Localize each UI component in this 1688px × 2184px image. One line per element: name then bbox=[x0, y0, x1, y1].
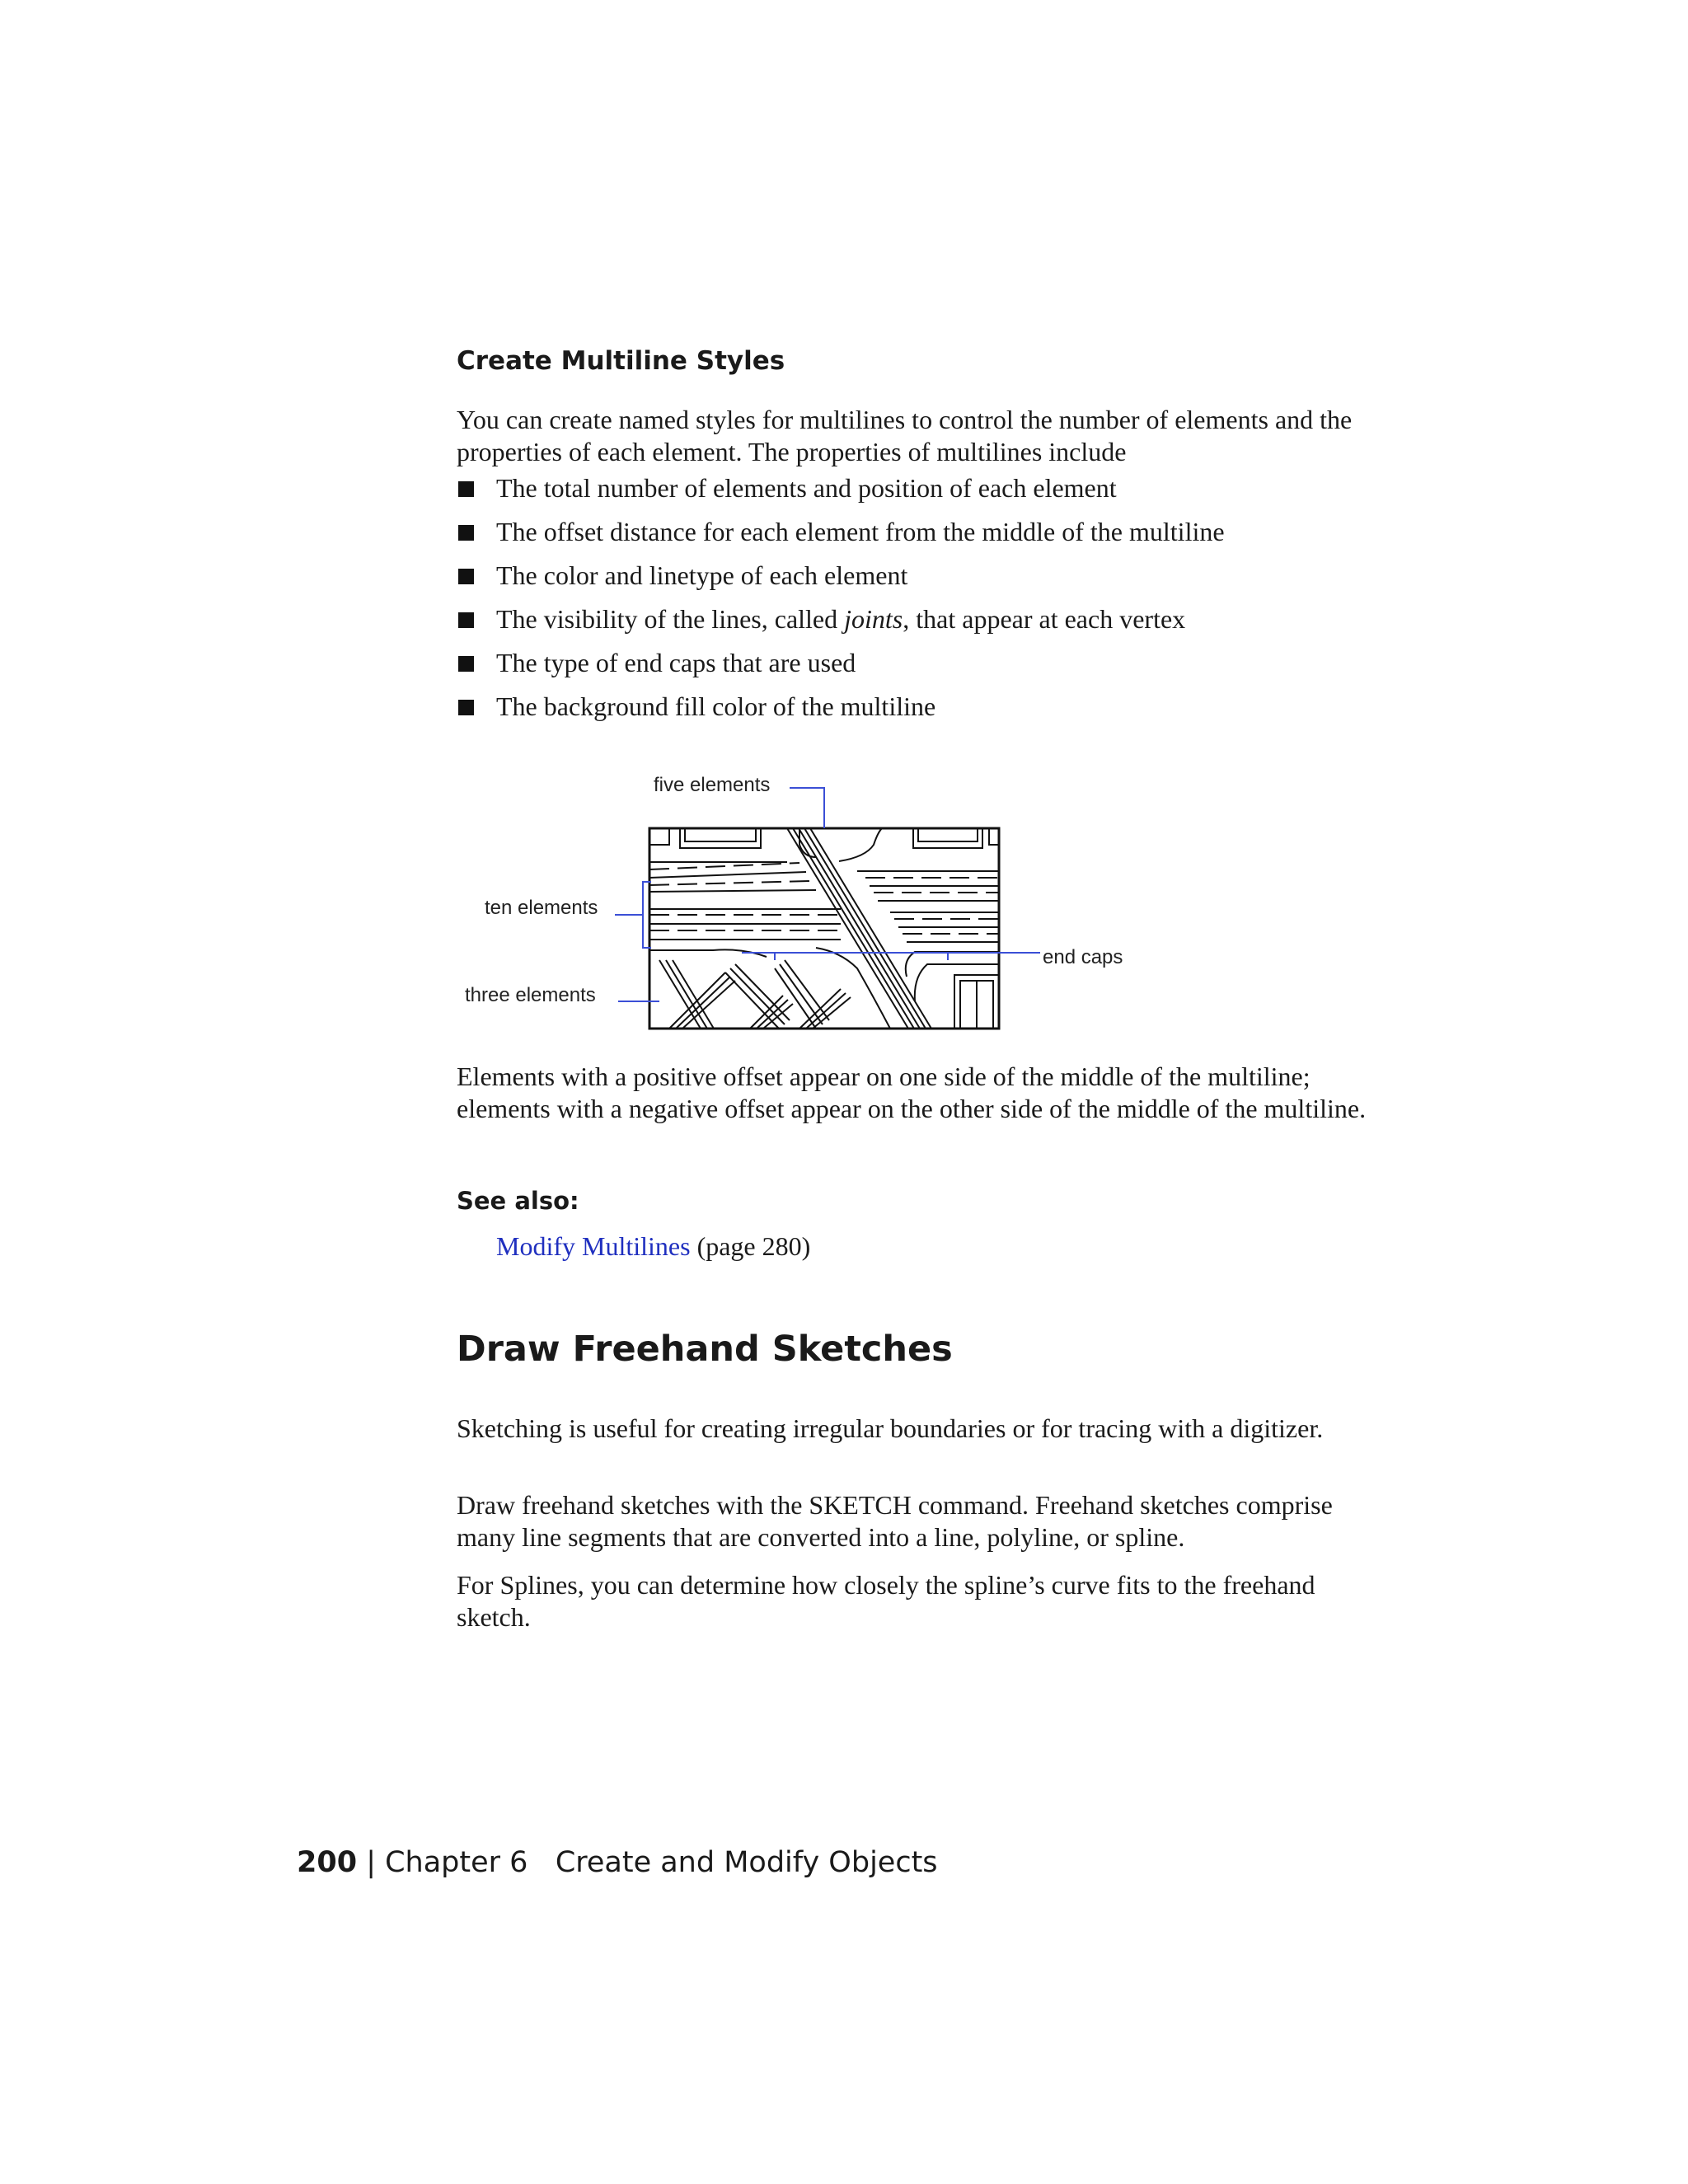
intro-paragraph: You can create named styles for multilines to control the number of elements and the properties of each element. The properties of multilines include bbox=[457, 405, 1353, 466]
bullet-square-icon bbox=[458, 525, 474, 541]
page-reference: (page 280) bbox=[690, 1231, 811, 1261]
bullet-square-icon bbox=[458, 700, 474, 715]
list-item bbox=[457, 688, 1388, 732]
label-ten-elements: ten elements bbox=[485, 897, 598, 919]
list-item-text: The background fill color of the multiline bbox=[496, 691, 936, 721]
bullet-square-icon bbox=[458, 612, 474, 628]
bullet-square-icon bbox=[458, 656, 474, 672]
list-item bbox=[457, 601, 1388, 644]
label-end-caps: end caps bbox=[1043, 946, 1123, 968]
list-item-text: The visibility of the lines, called bbox=[496, 604, 845, 634]
section-heading: Create Multiline Styles bbox=[457, 346, 785, 376]
list-item bbox=[457, 513, 1388, 557]
label-five-elements: five elements bbox=[654, 774, 771, 796]
offset-paragraph: Elements with a positive offset appear on one side of the middle of the multiline; elements with a negative offset appear on the other side of the middle of the multiline. bbox=[457, 1062, 1367, 1123]
joints-term: joints bbox=[844, 604, 903, 634]
properties-list bbox=[457, 470, 1388, 732]
list-item-text: The color and linetype of each element bbox=[496, 560, 908, 590]
sketch-paragraph-3: For Splines, you can determine how closely the spline’s curve fits to the freehand sketch. bbox=[457, 1570, 1315, 1632]
page-number: 200 bbox=[297, 1846, 358, 1879]
list-item-text: The total number of elements and position of each element bbox=[496, 473, 1117, 503]
footer-chapter: Chapter 6 bbox=[385, 1846, 528, 1879]
label-three-elements: three elements bbox=[465, 984, 596, 1006]
list-item-text-tail: , that appear at each vertex bbox=[903, 604, 1186, 634]
modify-multilines-link[interactable]: Modify Multilines bbox=[496, 1231, 691, 1261]
footer-separator: | bbox=[357, 1846, 386, 1879]
see-also-heading: See also: bbox=[457, 1187, 579, 1215]
list-item bbox=[457, 470, 1388, 513]
multiline-figure bbox=[453, 762, 1162, 1043]
list-item-text: The type of end caps that are used bbox=[496, 648, 856, 677]
sketch-heading: Draw Freehand Sketches bbox=[457, 1329, 953, 1370]
footer-title: Create and Modify Objects bbox=[528, 1846, 938, 1879]
sketch-paragraph-1: Sketching is useful for creating irregular boundaries or for tracing with a digitizer. bbox=[457, 1413, 1324, 1443]
page-footer bbox=[297, 1846, 938, 1879]
bullet-square-icon bbox=[458, 569, 474, 584]
sketch-paragraph-2: Draw freehand sketches with the SKETCH command. Freehand sketches comprise many line segments that are converted into a line, polyline, or spline. bbox=[457, 1490, 1333, 1552]
list-item-text: The offset distance for each element from the middle of the multiline bbox=[496, 517, 1225, 546]
see-also-entry bbox=[496, 1230, 810, 1263]
bullet-square-icon bbox=[458, 481, 474, 497]
list-item bbox=[457, 557, 1388, 601]
list-item bbox=[457, 644, 1388, 688]
